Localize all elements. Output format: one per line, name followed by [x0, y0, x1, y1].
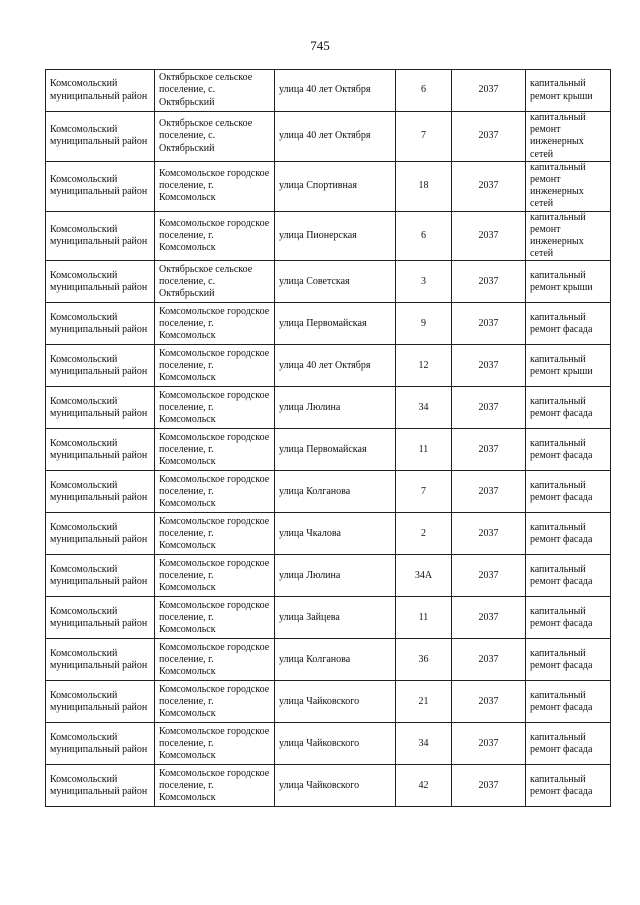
district-cell: Комсомольский муниципальный район: [46, 513, 155, 555]
street-cell: улица Пионерская: [275, 211, 396, 261]
district-cell: Комсомольский муниципальный район: [46, 345, 155, 387]
table-row: [46, 261, 611, 303]
year-cell: 2037: [452, 555, 526, 597]
year-cell: 2037: [452, 112, 526, 162]
work-type-cell: капитальный ремонт фасада: [526, 387, 611, 429]
street-cell: улица Первомайская: [275, 303, 396, 345]
work-type-cell: капитальный ремонт инженерных сетей: [526, 161, 611, 211]
house-number-cell: 34А: [396, 555, 452, 597]
district-cell: Комсомольский муниципальный район: [46, 112, 155, 162]
table-row: [46, 345, 611, 387]
district-cell: Комсомольский муниципальный район: [46, 303, 155, 345]
district-cell: Комсомольский муниципальный район: [46, 387, 155, 429]
year-cell: 2037: [452, 597, 526, 639]
settlement-cell: Октябрьское сельское поселение, с. Октябрьский: [155, 261, 275, 303]
district-cell: Комсомольский муниципальный район: [46, 765, 155, 807]
table-row: [46, 303, 611, 345]
district-cell: Комсомольский муниципальный район: [46, 723, 155, 765]
house-number-cell: 7: [396, 112, 452, 162]
year-cell: 2037: [452, 345, 526, 387]
street-cell: улица Колганова: [275, 471, 396, 513]
settlement-cell: Комсомольское городское поселение, г. Комсомольск: [155, 765, 275, 807]
street-cell: улица 40 лет Октября: [275, 70, 396, 112]
settlement-cell: Комсомольское городское поселение, г. Комсомольск: [155, 387, 275, 429]
work-type-cell: капитальный ремонт фасада: [526, 681, 611, 723]
street-cell: улица 40 лет Октября: [275, 345, 396, 387]
work-type-cell: капитальный ремонт крыши: [526, 70, 611, 112]
table-row: [46, 70, 611, 112]
work-type-cell: капитальный ремонт фасада: [526, 429, 611, 471]
house-number-cell: 3: [396, 261, 452, 303]
house-number-cell: 42: [396, 765, 452, 807]
year-cell: 2037: [452, 387, 526, 429]
district-cell: Комсомольский муниципальный район: [46, 471, 155, 513]
table-row: [46, 681, 611, 723]
work-type-cell: капитальный ремонт инженерных сетей: [526, 112, 611, 162]
table-row: [46, 211, 611, 261]
street-cell: улица Колганова: [275, 639, 396, 681]
district-cell: Комсомольский муниципальный район: [46, 161, 155, 211]
district-cell: Комсомольский муниципальный район: [46, 429, 155, 471]
house-number-cell: 11: [396, 597, 452, 639]
settlement-cell: Комсомольское городское поселение, г. Комсомольск: [155, 513, 275, 555]
district-cell: Комсомольский муниципальный район: [46, 555, 155, 597]
settlement-cell: Октябрьское сельское поселение, с. Октябрьский: [155, 70, 275, 112]
table-row: [46, 112, 611, 162]
district-cell: Комсомольский муниципальный район: [46, 597, 155, 639]
year-cell: 2037: [452, 303, 526, 345]
table-body: [46, 70, 611, 807]
street-cell: улица Люлина: [275, 387, 396, 429]
settlement-cell: Комсомольское городское поселение, г. Комсомольск: [155, 161, 275, 211]
table-row: [46, 429, 611, 471]
work-type-cell: капитальный ремонт крыши: [526, 261, 611, 303]
settlement-cell: Комсомольское городское поселение, г. Комсомольск: [155, 345, 275, 387]
table-row: [46, 723, 611, 765]
house-number-cell: 18: [396, 161, 452, 211]
house-number-cell: 21: [396, 681, 452, 723]
work-type-cell: капитальный ремонт фасада: [526, 555, 611, 597]
district-cell: Комсомольский муниципальный район: [46, 70, 155, 112]
settlement-cell: Комсомольское городское поселение, г. Комсомольск: [155, 597, 275, 639]
year-cell: 2037: [452, 723, 526, 765]
work-type-cell: капитальный ремонт фасада: [526, 597, 611, 639]
settlement-cell: Комсомольское городское поселение, г. Комсомольск: [155, 471, 275, 513]
street-cell: улица 40 лет Октября: [275, 112, 396, 162]
district-cell: Комсомольский муниципальный район: [46, 261, 155, 303]
district-cell: Комсомольский муниципальный район: [46, 681, 155, 723]
work-type-cell: капитальный ремонт инженерных сетей: [526, 211, 611, 261]
year-cell: 2037: [452, 70, 526, 112]
year-cell: 2037: [452, 513, 526, 555]
table-row: [46, 597, 611, 639]
house-number-cell: 6: [396, 211, 452, 261]
year-cell: 2037: [452, 161, 526, 211]
year-cell: 2037: [452, 471, 526, 513]
work-type-cell: капитальный ремонт фасада: [526, 765, 611, 807]
house-number-cell: 12: [396, 345, 452, 387]
district-cell: Комсомольский муниципальный район: [46, 639, 155, 681]
work-type-cell: капитальный ремонт фасада: [526, 513, 611, 555]
year-cell: 2037: [452, 765, 526, 807]
table-row: [46, 639, 611, 681]
year-cell: 2037: [452, 639, 526, 681]
street-cell: улица Чайковского: [275, 765, 396, 807]
table-row: [46, 161, 611, 211]
settlement-cell: Комсомольское городское поселение, г. Комсомольск: [155, 555, 275, 597]
house-number-cell: 9: [396, 303, 452, 345]
year-cell: 2037: [452, 429, 526, 471]
street-cell: улица Зайцева: [275, 597, 396, 639]
page-number: 745: [310, 38, 330, 53]
year-cell: 2037: [452, 681, 526, 723]
work-type-cell: капитальный ремонт крыши: [526, 345, 611, 387]
settlement-cell: Комсомольское городское поселение, г. Комсомольск: [155, 681, 275, 723]
table-row: [46, 555, 611, 597]
table-row: [46, 765, 611, 807]
work-type-cell: капитальный ремонт фасада: [526, 471, 611, 513]
work-type-cell: капитальный ремонт фасада: [526, 303, 611, 345]
repair-schedule-table: [45, 69, 611, 807]
settlement-cell: Комсомольское городское поселение, г. Комсомольск: [155, 723, 275, 765]
house-number-cell: 7: [396, 471, 452, 513]
settlement-cell: Комсомольское городское поселение, г. Комсомольск: [155, 303, 275, 345]
street-cell: улица Чайковского: [275, 681, 396, 723]
house-number-cell: 11: [396, 429, 452, 471]
street-cell: улица Спортивная: [275, 161, 396, 211]
table-row: [46, 387, 611, 429]
work-type-cell: капитальный ремонт фасада: [526, 639, 611, 681]
street-cell: улица Люлина: [275, 555, 396, 597]
settlement-cell: Октябрьское сельское поселение, с. Октябрьский: [155, 112, 275, 162]
table-row: [46, 513, 611, 555]
settlement-cell: Комсомольское городское поселение, г. Комсомольск: [155, 639, 275, 681]
house-number-cell: 6: [396, 70, 452, 112]
street-cell: улица Чайковского: [275, 723, 396, 765]
house-number-cell: 34: [396, 387, 452, 429]
settlement-cell: Комсомольское городское поселение, г. Комсомольск: [155, 211, 275, 261]
year-cell: 2037: [452, 261, 526, 303]
street-cell: улица Советская: [275, 261, 396, 303]
house-number-cell: 34: [396, 723, 452, 765]
work-type-cell: капитальный ремонт фасада: [526, 723, 611, 765]
settlement-cell: Комсомольское городское поселение, г. Комсомольск: [155, 429, 275, 471]
district-cell: Комсомольский муниципальный район: [46, 211, 155, 261]
year-cell: 2037: [452, 211, 526, 261]
street-cell: улица Первомайская: [275, 429, 396, 471]
house-number-cell: 36: [396, 639, 452, 681]
house-number-cell: 2: [396, 513, 452, 555]
table-row: [46, 471, 611, 513]
street-cell: улица Чкалова: [275, 513, 396, 555]
